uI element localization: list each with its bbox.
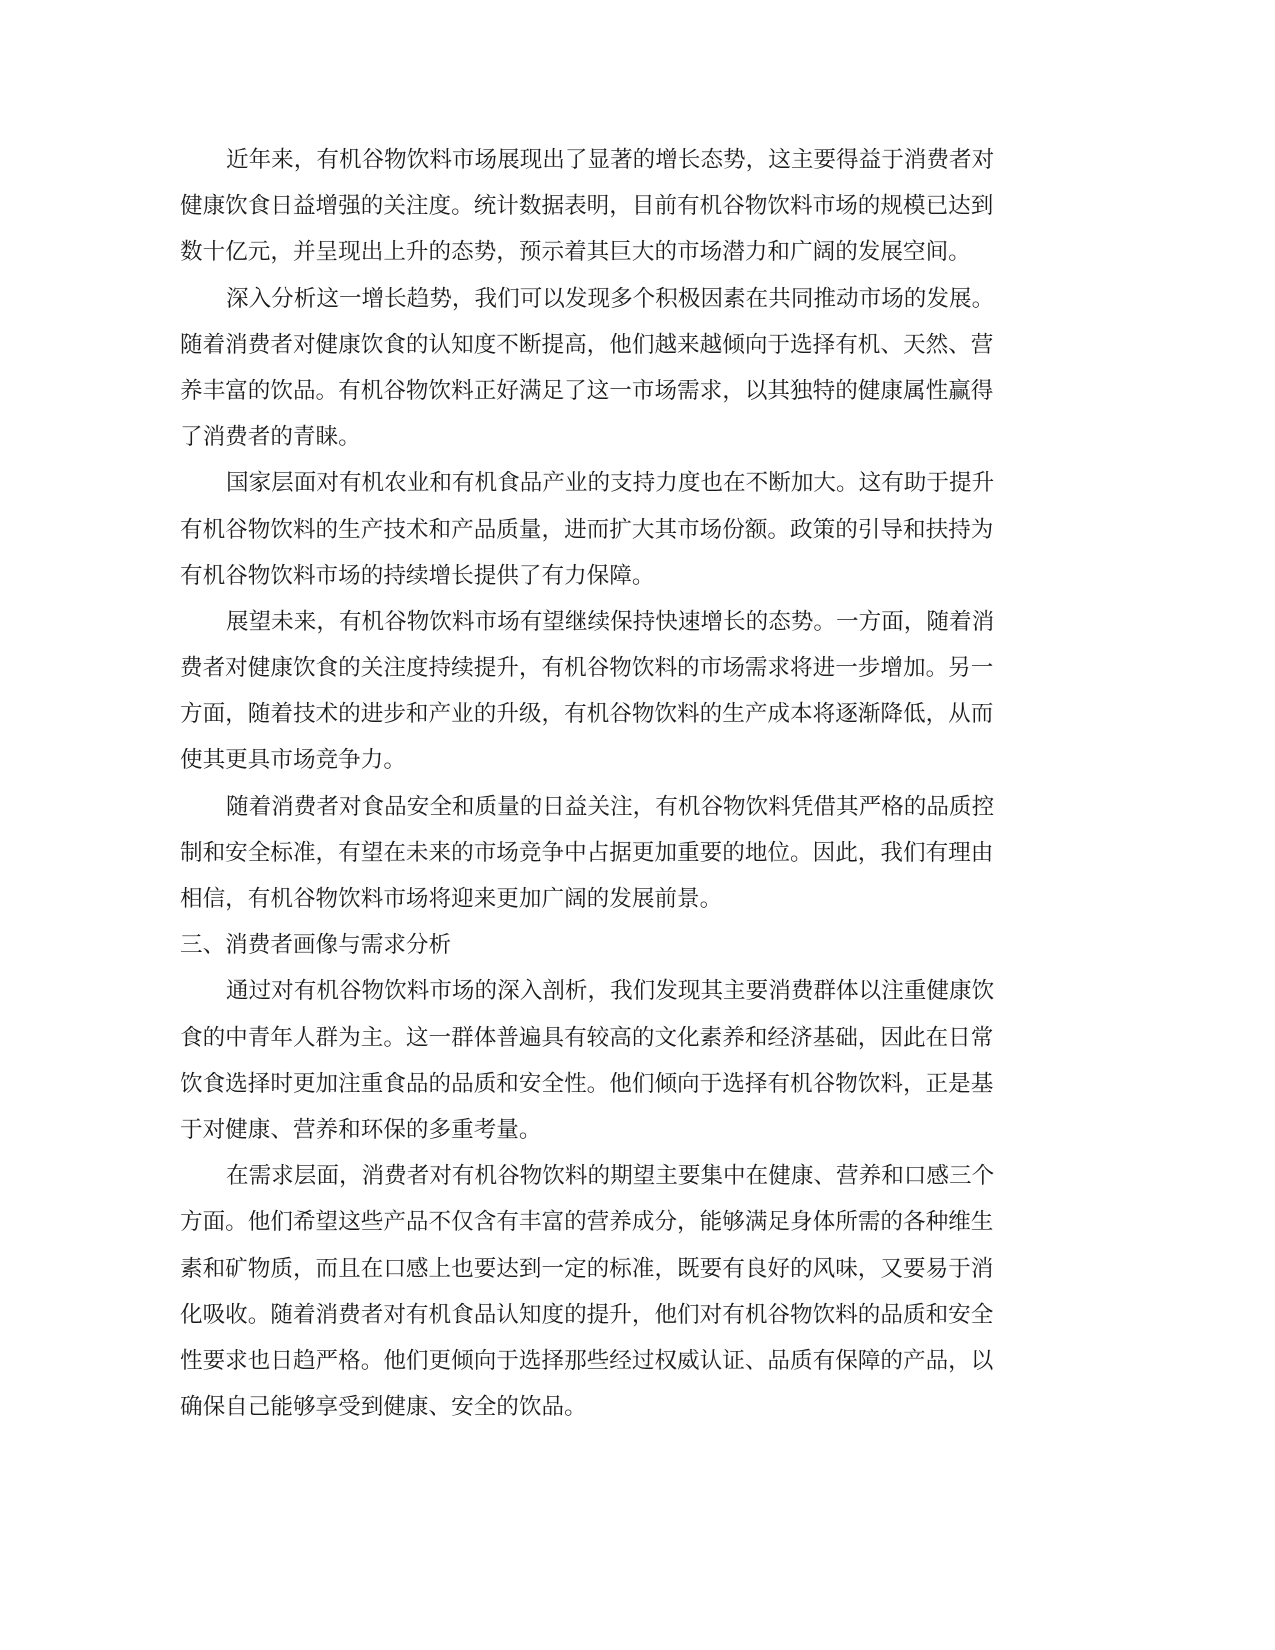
paragraph xyxy=(180,1153,1036,1430)
text-line: 深入分析这一增长趋势，我们可以发现多个积极因素在共同推动市场的发展。 xyxy=(226,285,995,312)
text-line: 方面。他们希望这些产品不仅含有丰富的营养成分，能够满足身体所需的各种维生 xyxy=(180,1209,994,1236)
text-line: 化吸收。随着消费者对有机食品认知度的提升，他们对有机谷物饮料的品质和安全 xyxy=(180,1301,994,1328)
text-line: 确保自己能够享受到健康、安全的饮品。 xyxy=(180,1394,587,1421)
text-line: 国家层面对有机农业和有机食品产业的支持力度也在不断加大。这有助于提升 xyxy=(226,470,995,497)
text-line: 有机谷物饮料的生产技术和产品质量，进而扩大其市场份额。政策的引导和扶持为 xyxy=(180,516,994,543)
paragraph xyxy=(180,599,1036,784)
text-line: 方面，随着技术的进步和产业的升级，有机谷物饮料的生产成本将逐渐降低，从而 xyxy=(180,701,994,728)
text-line: 相信，有机谷物饮料市场将迎来更加广阔的发展前景。 xyxy=(180,886,723,912)
text-line: 养丰富的饮品。有机谷物饮料正好满足了这一市场需求，以其独特的健康属性赢得 xyxy=(180,377,994,404)
text-line: 健康饮食日益增强的关注度。统计数据表明，目前有机谷物饮料市场的规模已达到 xyxy=(180,193,994,220)
text-line: 性要求也日趋严格。他们更倾向于选择那些经过权威认证、品质有保障的产品，以 xyxy=(180,1347,994,1374)
text-line: 费者对健康饮食的关注度持续提升，有机谷物饮料的市场需求将进一步增加。另一 xyxy=(180,655,994,682)
text-line: 在需求层面，消费者对有机谷物饮料的期望主要集中在健康、营养和口感三个 xyxy=(226,1163,995,1190)
text-line: 制和安全标准，有望在未来的市场竞争中占据更加重要的地位。因此，我们有理由 xyxy=(180,839,994,866)
paragraph xyxy=(180,276,1036,461)
text-line: 于对健康、营养和环保的多重考量。 xyxy=(180,1116,542,1143)
text-line: 通过对有机谷物饮料市场的深入剖析，我们发现其主要消费群体以注重健康饮 xyxy=(226,978,995,1005)
document-page xyxy=(180,137,1036,1430)
paragraph xyxy=(180,460,1036,599)
text-line: 三、消费者画像与需求分析 xyxy=(180,932,452,959)
text-line: 数十亿元，并呈现出上升的态势，预示着其巨大的市场潜力和广阔的发展空间。 xyxy=(180,239,971,266)
paragraph xyxy=(180,137,1036,276)
text-line: 食的中青年人群为主。这一群体普遍具有较高的文化素养和经济基础，因此在日常 xyxy=(180,1024,994,1051)
paragraph xyxy=(180,968,1036,1153)
text-line: 随着消费者对食品安全和质量的日益关注，有机谷物饮料凭借其严格的品质控 xyxy=(226,793,995,820)
text-line: 了消费者的青睐。 xyxy=(180,424,361,451)
text-line: 随着消费者对健康饮食的认知度不断提高，他们越来越倾向于选择有机、天然、营 xyxy=(180,331,994,358)
text-line: 饮食选择时更加注重食品的品质和安全性。他们倾向于选择有机谷物饮料，正是基 xyxy=(180,1070,994,1097)
text-line: 使其更具市场竞争力。 xyxy=(180,747,406,774)
paragraph xyxy=(180,784,1036,923)
text-line: 素和矿物质，而且在口感上也要达到一定的标准，既要有良好的风味，又要易于消 xyxy=(180,1255,994,1282)
section-heading xyxy=(180,922,1036,968)
text-line: 近年来，有机谷物饮料市场展现出了显著的增长态势，这主要得益于消费者对 xyxy=(226,147,995,173)
text-line: 有机谷物饮料市场的持续增长提供了有力保障。 xyxy=(180,562,655,589)
text-line: 展望未来，有机谷物饮料市场有望继续保持快速增长的态势。一方面，随着消 xyxy=(226,608,995,635)
